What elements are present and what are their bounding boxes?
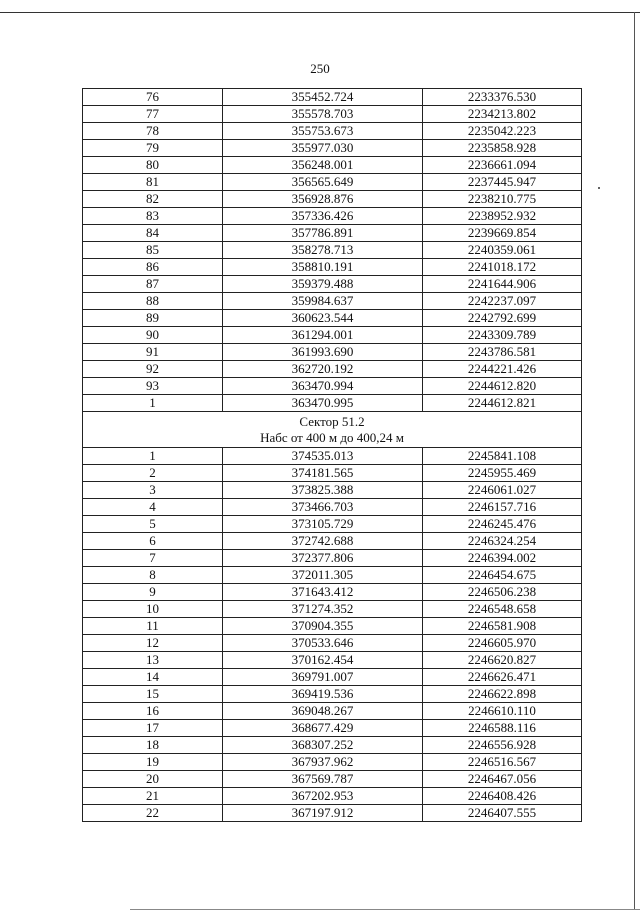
- x-coordinate-cell: 359379.488: [223, 276, 423, 293]
- point-number-cell: 83: [83, 208, 223, 225]
- point-number-cell: 14: [83, 669, 223, 686]
- table-row: [83, 259, 582, 276]
- x-coordinate-cell: 367569.787: [223, 771, 423, 788]
- x-coordinate-cell: 372742.688: [223, 533, 423, 550]
- table-row: [83, 720, 582, 737]
- y-coordinate-cell: 2246394.002: [423, 550, 582, 567]
- table-row: [83, 157, 582, 174]
- x-coordinate-cell: 373105.729: [223, 516, 423, 533]
- table-row: [83, 344, 582, 361]
- x-coordinate-cell: 359984.637: [223, 293, 423, 310]
- y-coordinate-cell: 2242792.699: [423, 310, 582, 327]
- table-row: [83, 754, 582, 771]
- point-number-cell: 16: [83, 703, 223, 720]
- table-row: [83, 89, 582, 106]
- point-number-cell: 4: [83, 499, 223, 516]
- point-number-cell: 13: [83, 652, 223, 669]
- table-row: [83, 601, 582, 618]
- table-row: [83, 550, 582, 567]
- table-row: [83, 276, 582, 293]
- y-coordinate-cell: 2238952.932: [423, 208, 582, 225]
- x-coordinate-cell: 367937.962: [223, 754, 423, 771]
- point-number-cell: 88: [83, 293, 223, 310]
- y-coordinate-cell: 2246548.658: [423, 601, 582, 618]
- y-coordinate-cell: 2234213.802: [423, 106, 582, 123]
- y-coordinate-cell: 2246605.970: [423, 635, 582, 652]
- y-coordinate-cell: 2246324.254: [423, 533, 582, 550]
- point-number-cell: 18: [83, 737, 223, 754]
- x-coordinate-cell: 356928.876: [223, 191, 423, 208]
- x-coordinate-cell: 355977.030: [223, 140, 423, 157]
- point-number-cell: 82: [83, 191, 223, 208]
- y-coordinate-cell: 2236661.094: [423, 157, 582, 174]
- point-number-cell: 1: [83, 448, 223, 465]
- section-header-cell: [83, 412, 582, 448]
- table-row: [83, 106, 582, 123]
- y-coordinate-cell: 2233376.530: [423, 89, 582, 106]
- table-row: [83, 652, 582, 669]
- point-number-cell: 76: [83, 89, 223, 106]
- y-coordinate-cell: 2246588.116: [423, 720, 582, 737]
- x-coordinate-cell: 355452.724: [223, 89, 423, 106]
- y-coordinate-cell: 2246245.476: [423, 516, 582, 533]
- point-number-cell: 85: [83, 242, 223, 259]
- table-row: [83, 191, 582, 208]
- point-number-cell: 9: [83, 584, 223, 601]
- table-row: [83, 584, 582, 601]
- y-coordinate-cell: 2244612.820: [423, 378, 582, 395]
- y-coordinate-cell: 2244221.426: [423, 361, 582, 378]
- table-row: [83, 310, 582, 327]
- point-number-cell: 87: [83, 276, 223, 293]
- x-coordinate-cell: 361294.001: [223, 327, 423, 344]
- x-coordinate-cell: 370533.646: [223, 635, 423, 652]
- table-row: [83, 174, 582, 191]
- section-header-row: [83, 412, 582, 448]
- x-coordinate-cell: 371643.412: [223, 584, 423, 601]
- x-coordinate-cell: 358278.713: [223, 242, 423, 259]
- table-row: [83, 788, 582, 805]
- point-number-cell: 84: [83, 225, 223, 242]
- table-body-part-b: [83, 448, 582, 822]
- scan-speck: [598, 187, 600, 189]
- point-number-cell: 17: [83, 720, 223, 737]
- x-coordinate-cell: 355578.703: [223, 106, 423, 123]
- point-number-cell: 5: [83, 516, 223, 533]
- y-coordinate-cell: 2245955.469: [423, 465, 582, 482]
- table-row: [83, 499, 582, 516]
- point-number-cell: 91: [83, 344, 223, 361]
- point-number-cell: 79: [83, 140, 223, 157]
- x-coordinate-cell: 363470.995: [223, 395, 423, 412]
- table-row: [83, 448, 582, 465]
- point-number-cell: 77: [83, 106, 223, 123]
- point-number-cell: 80: [83, 157, 223, 174]
- table-row: [83, 465, 582, 482]
- point-number-cell: 93: [83, 378, 223, 395]
- table-row: [83, 703, 582, 720]
- x-coordinate-cell: 357786.891: [223, 225, 423, 242]
- table-row: [83, 771, 582, 788]
- y-coordinate-cell: 2246467.056: [423, 771, 582, 788]
- x-coordinate-cell: 372377.806: [223, 550, 423, 567]
- x-coordinate-cell: 374181.565: [223, 465, 423, 482]
- section-title: Сектор 51.2: [299, 414, 365, 429]
- scan-edge-right: [634, 12, 635, 910]
- table-row: [83, 516, 582, 533]
- x-coordinate-cell: 369048.267: [223, 703, 423, 720]
- point-number-cell: 86: [83, 259, 223, 276]
- y-coordinate-cell: 2246157.716: [423, 499, 582, 516]
- y-coordinate-cell: 2235042.223: [423, 123, 582, 140]
- y-coordinate-cell: 2243309.789: [423, 327, 582, 344]
- table-row: [83, 533, 582, 550]
- point-number-cell: 21: [83, 788, 223, 805]
- table-row: [83, 293, 582, 310]
- y-coordinate-cell: 2241644.906: [423, 276, 582, 293]
- scan-edge-bottom: [130, 909, 640, 910]
- x-coordinate-cell: 371274.352: [223, 601, 423, 618]
- y-coordinate-cell: 2246061.027: [423, 482, 582, 499]
- x-coordinate-cell: 368677.429: [223, 720, 423, 737]
- x-coordinate-cell: 356248.001: [223, 157, 423, 174]
- table-row: [83, 567, 582, 584]
- y-coordinate-cell: 2246516.567: [423, 754, 582, 771]
- point-number-cell: 20: [83, 771, 223, 788]
- point-number-cell: 90: [83, 327, 223, 344]
- point-number-cell: 92: [83, 361, 223, 378]
- y-coordinate-cell: 2246620.827: [423, 652, 582, 669]
- y-coordinate-cell: 2245841.108: [423, 448, 582, 465]
- x-coordinate-cell: 357336.426: [223, 208, 423, 225]
- point-number-cell: 8: [83, 567, 223, 584]
- point-number-cell: 12: [83, 635, 223, 652]
- y-coordinate-cell: 2235858.928: [423, 140, 582, 157]
- x-coordinate-cell: 373466.703: [223, 499, 423, 516]
- section-subtitle: Набс от 400 м до 400,24 м: [260, 430, 404, 445]
- point-number-cell: 19: [83, 754, 223, 771]
- page-number: 250: [310, 61, 330, 76]
- point-number-cell: 10: [83, 601, 223, 618]
- table-row: [83, 669, 582, 686]
- section-header-body: [83, 412, 582, 448]
- y-coordinate-cell: 2246626.471: [423, 669, 582, 686]
- table-row: [83, 140, 582, 157]
- y-coordinate-cell: 2240359.061: [423, 242, 582, 259]
- table-row: [83, 635, 582, 652]
- y-coordinate-cell: 2246454.675: [423, 567, 582, 584]
- point-number-cell: 3: [83, 482, 223, 499]
- table-row: [83, 686, 582, 703]
- y-coordinate-cell: 2246408.426: [423, 788, 582, 805]
- table-row: [83, 225, 582, 242]
- y-coordinate-cell: 2246407.555: [423, 805, 582, 822]
- x-coordinate-cell: 369791.007: [223, 669, 423, 686]
- x-coordinate-cell: 361993.690: [223, 344, 423, 361]
- x-coordinate-cell: 360623.544: [223, 310, 423, 327]
- table-row: [83, 123, 582, 140]
- y-coordinate-cell: 2243786.581: [423, 344, 582, 361]
- scan-edge-top: [0, 12, 640, 13]
- y-coordinate-cell: 2241018.172: [423, 259, 582, 276]
- coordinates-table: [82, 88, 582, 822]
- x-coordinate-cell: 358810.191: [223, 259, 423, 276]
- point-number-cell: 22: [83, 805, 223, 822]
- point-number-cell: 6: [83, 533, 223, 550]
- y-coordinate-cell: 2246610.110: [423, 703, 582, 720]
- x-coordinate-cell: 355753.673: [223, 123, 423, 140]
- x-coordinate-cell: 367202.953: [223, 788, 423, 805]
- y-coordinate-cell: 2246506.238: [423, 584, 582, 601]
- point-number-cell: 1: [83, 395, 223, 412]
- x-coordinate-cell: 356565.649: [223, 174, 423, 191]
- x-coordinate-cell: 368307.252: [223, 737, 423, 754]
- x-coordinate-cell: 362720.192: [223, 361, 423, 378]
- x-coordinate-cell: 369419.536: [223, 686, 423, 703]
- y-coordinate-cell: 2239669.854: [423, 225, 582, 242]
- table-body-part-a: [83, 89, 582, 412]
- table-row: [83, 805, 582, 822]
- y-coordinate-cell: 2246556.928: [423, 737, 582, 754]
- y-coordinate-cell: 2246581.908: [423, 618, 582, 635]
- x-coordinate-cell: 370904.355: [223, 618, 423, 635]
- table-row: [83, 618, 582, 635]
- y-coordinate-cell: 2237445.947: [423, 174, 582, 191]
- point-number-cell: 15: [83, 686, 223, 703]
- x-coordinate-cell: 373825.388: [223, 482, 423, 499]
- y-coordinate-cell: 2246622.898: [423, 686, 582, 703]
- table-row: [83, 737, 582, 754]
- point-number-cell: 81: [83, 174, 223, 191]
- table-row: [83, 378, 582, 395]
- point-number-cell: 11: [83, 618, 223, 635]
- table-row: [83, 482, 582, 499]
- y-coordinate-cell: 2242237.097: [423, 293, 582, 310]
- table-row: [83, 327, 582, 344]
- point-number-cell: 2: [83, 465, 223, 482]
- table-row: [83, 242, 582, 259]
- point-number-cell: 78: [83, 123, 223, 140]
- table-row: [83, 208, 582, 225]
- y-coordinate-cell: 2238210.775: [423, 191, 582, 208]
- x-coordinate-cell: 363470.994: [223, 378, 423, 395]
- point-number-cell: 7: [83, 550, 223, 567]
- table-row: [83, 361, 582, 378]
- x-coordinate-cell: 372011.305: [223, 567, 423, 584]
- x-coordinate-cell: 370162.454: [223, 652, 423, 669]
- x-coordinate-cell: 374535.013: [223, 448, 423, 465]
- x-coordinate-cell: 367197.912: [223, 805, 423, 822]
- y-coordinate-cell: 2244612.821: [423, 395, 582, 412]
- point-number-cell: 89: [83, 310, 223, 327]
- table-row: [83, 395, 582, 412]
